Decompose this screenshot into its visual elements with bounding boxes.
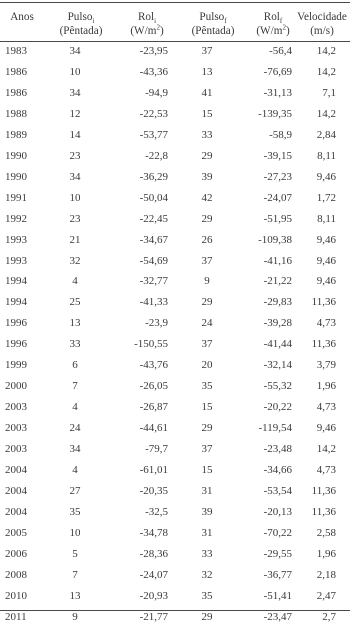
cell-pulso-f: 33 xyxy=(201,547,213,560)
cell-rol-f: -24,07 xyxy=(263,191,292,204)
cell-rol-f: -55,32 xyxy=(263,380,292,393)
cell-pulso-i: 33 xyxy=(69,338,81,351)
header-line-1 xyxy=(118,10,176,24)
cell-pulso-i: 24 xyxy=(69,422,81,435)
cell-pulso-f: 29 xyxy=(201,212,213,225)
cell-pulso-f: 41 xyxy=(201,86,213,99)
cell-anos: 2003 xyxy=(5,422,27,435)
cell-rol-i: -34,67 xyxy=(139,233,168,246)
cell-rol-i: -150,55 xyxy=(134,338,168,351)
cell-anos: 1991 xyxy=(5,191,27,204)
cell-anos: 2004 xyxy=(5,464,27,476)
cell-velocidade: 11,36 xyxy=(311,296,336,309)
cell-pulso-i: 34 xyxy=(69,443,81,456)
cell-rol-i: -22,53 xyxy=(139,107,168,120)
cell-velocidade: 3,79 xyxy=(316,359,336,372)
cell-pulso-f: 32 xyxy=(201,568,213,581)
cell-rol-f: -29,83 xyxy=(263,296,292,309)
cell-pulso-f: 31 xyxy=(201,526,213,539)
cell-velocidade: 11,36 xyxy=(311,505,336,518)
header-unit: (m/s) xyxy=(310,25,334,37)
cell-anos: 1994 xyxy=(5,275,27,288)
cell-pulso-f: 24 xyxy=(201,317,213,330)
cell-rol-f: -21,22 xyxy=(263,275,292,288)
cell-anos: 1990 xyxy=(5,149,27,162)
cell-pulso-i: 13 xyxy=(69,589,81,602)
cell-pulso-f: 35 xyxy=(201,589,213,602)
cell-rol-f: -27,23 xyxy=(263,170,292,183)
cell-velocidade: 14,2 xyxy=(316,443,336,456)
cell-pulso-i: 35 xyxy=(69,505,81,518)
cell-velocidade: 9,46 xyxy=(316,275,336,288)
header-line-1 xyxy=(290,10,350,24)
cell-rol-f: -23,48 xyxy=(263,443,292,456)
cell-anos: 1993 xyxy=(5,233,27,246)
cell-rol-f: -20,13 xyxy=(263,505,292,518)
header-unit: (W/m xyxy=(130,25,157,37)
cell-pulso-i: 7 xyxy=(72,568,78,581)
cell-rol-f: -31,13 xyxy=(263,86,292,99)
cell-pulso-i: 4 xyxy=(72,275,78,288)
cell-rol-i: -41,33 xyxy=(139,296,168,309)
header-unit: (Pêntada) xyxy=(191,25,235,37)
cell-rol-f: -76,69 xyxy=(263,66,292,78)
cell-rol-i: -28,36 xyxy=(139,547,168,560)
cell-velocidade: 11,36 xyxy=(311,484,336,497)
cell-pulso-f: 29 xyxy=(201,422,213,435)
cell-pulso-f: 31 xyxy=(201,484,213,497)
header-unit: (Pêntada) xyxy=(59,25,103,37)
cell-pulso-i: 34 xyxy=(69,86,81,99)
cell-velocidade: 14,2 xyxy=(316,45,336,57)
cell-rol-f: -139,35 xyxy=(258,107,292,120)
cell-pulso-f: 42 xyxy=(201,191,213,204)
cell-anos: 2003 xyxy=(5,443,27,456)
cell-rol-i: -53,77 xyxy=(139,128,168,141)
cell-pulso-f: 33 xyxy=(201,128,213,141)
cell-anos: 2003 xyxy=(5,401,27,414)
header-line-1 xyxy=(181,10,245,24)
cell-rol-i: -61,01 xyxy=(139,464,168,476)
cell-rol-i: -79,7 xyxy=(145,443,168,456)
header-subscript: f xyxy=(224,17,227,26)
header-text: Anos xyxy=(10,11,34,23)
cell-velocidade: 9,46 xyxy=(316,254,336,267)
cell-rol-f: -36,77 xyxy=(263,568,292,581)
cell-rol-i: -43,36 xyxy=(139,66,168,78)
cell-pulso-f: 26 xyxy=(201,233,213,246)
cell-velocidade: 4,73 xyxy=(316,464,336,476)
cell-rol-i: -22,45 xyxy=(139,212,168,225)
cell-velocidade: 2,84 xyxy=(316,128,336,141)
cell-anos: 2010 xyxy=(5,589,27,602)
cell-anos: 1983 xyxy=(5,45,27,57)
cell-rol-i: -34,78 xyxy=(139,526,168,539)
cell-pulso-f: 9 xyxy=(204,275,210,288)
header-velocidade xyxy=(290,10,350,38)
cell-rol-i: -32,77 xyxy=(139,275,168,288)
cell-rol-f: -20,22 xyxy=(263,401,292,414)
cell-pulso-f: 13 xyxy=(201,66,213,78)
cell-pulso-i: 7 xyxy=(72,380,78,393)
header-line-2 xyxy=(290,24,350,38)
cell-rol-i: -26,05 xyxy=(139,380,168,393)
cell-pulso-i: 4 xyxy=(72,464,78,476)
cell-anos: 1990 xyxy=(5,170,27,183)
cell-pulso-i: 13 xyxy=(69,317,81,330)
cell-anos: 1988 xyxy=(5,107,27,120)
header-line-2 xyxy=(118,24,176,38)
cell-pulso-f: 15 xyxy=(201,401,213,414)
cell-anos: 1999 xyxy=(5,359,27,372)
cell-rol-f: -41,44 xyxy=(263,338,292,351)
cell-rol-f: -41,16 xyxy=(263,254,292,267)
cell-anos: 2011 xyxy=(5,610,27,623)
cell-rol-i: -24,07 xyxy=(139,568,168,581)
cell-rol-f: -29,55 xyxy=(263,547,292,560)
cell-pulso-f: 39 xyxy=(201,505,213,518)
cell-pulso-i: 21 xyxy=(69,233,81,246)
header-superscript: 2 xyxy=(282,23,286,32)
cell-pulso-f: 39 xyxy=(201,170,213,183)
cell-velocidade: 2,58 xyxy=(316,526,336,539)
header-line-1 xyxy=(2,10,42,24)
cell-anos: 1994 xyxy=(5,296,27,309)
header-subscript: i xyxy=(92,17,95,26)
cell-pulso-f: 29 xyxy=(201,296,213,309)
cell-anos: 2008 xyxy=(5,568,27,581)
cell-velocidade: 14,2 xyxy=(316,107,336,120)
cell-anos: 1996 xyxy=(5,317,27,330)
cell-velocidade: 7,1 xyxy=(322,86,336,99)
cell-rol-f: -39,15 xyxy=(263,149,292,162)
cell-rol-f: -109,38 xyxy=(258,233,292,246)
cell-anos: 1989 xyxy=(5,128,27,141)
cell-velocidade: 14,2 xyxy=(316,66,336,78)
cell-pulso-i: 27 xyxy=(69,484,81,497)
header-subscript: f xyxy=(279,17,283,26)
cell-anos: 1986 xyxy=(5,66,27,78)
cell-pulso-i: 5 xyxy=(72,547,78,560)
cell-rol-i: -21,77 xyxy=(139,610,168,623)
cell-velocidade: 4,73 xyxy=(316,401,336,414)
cell-pulso-f: 15 xyxy=(201,107,213,120)
header-unit: (W/m xyxy=(256,25,283,37)
cell-pulso-f: 37 xyxy=(201,254,213,267)
cell-velocidade: 2,18 xyxy=(316,568,336,581)
cell-rol-i: -94,9 xyxy=(145,86,168,99)
header-line-2 xyxy=(181,24,245,38)
cell-pulso-f: 37 xyxy=(201,338,213,351)
cell-rol-f: -39,28 xyxy=(263,317,292,330)
cell-anos: 2005 xyxy=(5,526,27,539)
header-superscript: 2 xyxy=(156,23,160,32)
cell-velocidade: 2,7 xyxy=(322,610,336,623)
cell-velocidade: 8,11 xyxy=(317,149,336,162)
cell-rol-f: -53,54 xyxy=(263,484,292,497)
header-pulso-i xyxy=(49,10,113,38)
header-unit-tail: ) xyxy=(159,25,164,37)
cell-pulso-f: 29 xyxy=(201,149,213,162)
header-line-2 xyxy=(49,24,113,38)
cell-pulso-f: 20 xyxy=(201,359,213,372)
header-rol-i xyxy=(118,10,176,38)
cell-rol-i: -26,87 xyxy=(139,401,168,414)
cell-pulso-f: 37 xyxy=(201,443,213,456)
table-bottom-rule xyxy=(0,610,350,611)
cell-rol-i: -50,04 xyxy=(139,191,168,204)
cell-rol-f: -119,54 xyxy=(258,422,292,435)
cell-pulso-f: 37 xyxy=(201,45,213,57)
cell-rol-i: -54,69 xyxy=(139,254,168,267)
cell-anos: 2000 xyxy=(5,380,27,393)
cell-rol-i: -32,5 xyxy=(145,505,168,518)
cell-rol-i: -36,29 xyxy=(139,170,168,183)
cell-rol-i: -44,61 xyxy=(139,422,168,435)
cell-pulso-i: 34 xyxy=(69,45,81,57)
header-line-1 xyxy=(49,10,113,24)
cell-rol-i: -23,9 xyxy=(145,317,168,330)
header-unit-tail: ) xyxy=(285,25,290,37)
cell-pulso-i: 23 xyxy=(69,149,81,162)
cell-velocidade: 4,73 xyxy=(316,317,336,330)
cell-rol-f: -56,4 xyxy=(269,45,292,57)
header-pulso-f xyxy=(181,10,245,38)
header-text: Rol xyxy=(263,11,280,23)
cell-pulso-i: 6 xyxy=(72,359,78,372)
cell-pulso-i: 25 xyxy=(69,296,81,309)
cell-velocidade: 8,11 xyxy=(317,212,336,225)
cell-pulso-i: 34 xyxy=(69,170,81,183)
cell-pulso-i: 14 xyxy=(69,128,81,141)
cell-pulso-f: 29 xyxy=(201,610,213,623)
cell-anos: 2004 xyxy=(5,505,27,518)
cell-velocidade: 1,96 xyxy=(316,547,336,560)
cell-pulso-i: 23 xyxy=(69,212,81,225)
header-text: Pulso xyxy=(199,11,225,23)
cell-velocidade: 2,47 xyxy=(316,589,336,602)
header-bottom-rule xyxy=(0,41,350,42)
cell-pulso-i: 10 xyxy=(69,191,81,204)
cell-anos: 1993 xyxy=(5,254,27,267)
cell-pulso-i: 10 xyxy=(69,66,81,78)
cell-velocidade: 9,46 xyxy=(316,170,336,183)
cell-rol-f: -58,9 xyxy=(269,128,292,141)
cell-pulso-i: 12 xyxy=(69,107,81,120)
cell-pulso-f: 35 xyxy=(201,380,213,393)
cell-pulso-i: 9 xyxy=(72,610,78,623)
header-text: Rol xyxy=(137,11,155,23)
cell-velocidade: 9,46 xyxy=(316,233,336,246)
header-subscript: i xyxy=(154,17,157,26)
cell-rol-f: -34,66 xyxy=(263,464,292,476)
cell-anos: 1992 xyxy=(5,212,27,225)
cell-rol-f: -32,14 xyxy=(263,359,292,372)
cell-velocidade: 11,36 xyxy=(311,338,336,351)
cell-rol-f: -23,47 xyxy=(263,610,292,623)
header-anos xyxy=(2,10,42,24)
cell-anos: 1996 xyxy=(5,338,27,351)
cell-rol-f: -51,41 xyxy=(263,589,292,602)
cell-pulso-i: 10 xyxy=(69,526,81,539)
cell-velocidade: 1,72 xyxy=(316,191,336,204)
cell-pulso-f: 15 xyxy=(201,464,213,476)
cell-rol-i: -43,76 xyxy=(139,359,168,372)
cell-rol-i: -20,93 xyxy=(139,589,168,602)
table-top-rule xyxy=(0,2,350,3)
cell-anos: 1986 xyxy=(5,86,27,99)
cell-rol-f: -70,22 xyxy=(263,526,292,539)
header-text: Pulso xyxy=(67,11,93,23)
header-text: Velocidade xyxy=(297,11,347,23)
cell-velocidade: 1,96 xyxy=(316,380,336,393)
cell-pulso-i: 4 xyxy=(72,401,78,414)
cell-pulso-i: 32 xyxy=(69,254,81,267)
cell-anos: 2004 xyxy=(5,484,27,497)
cell-anos: 2006 xyxy=(5,547,27,560)
cell-rol-i: -23,95 xyxy=(139,45,168,57)
cell-velocidade: 9,46 xyxy=(316,422,336,435)
cell-rol-f: -51,95 xyxy=(263,212,292,225)
cell-rol-i: -20,35 xyxy=(139,484,168,497)
cell-rol-i: -22,8 xyxy=(145,149,168,162)
